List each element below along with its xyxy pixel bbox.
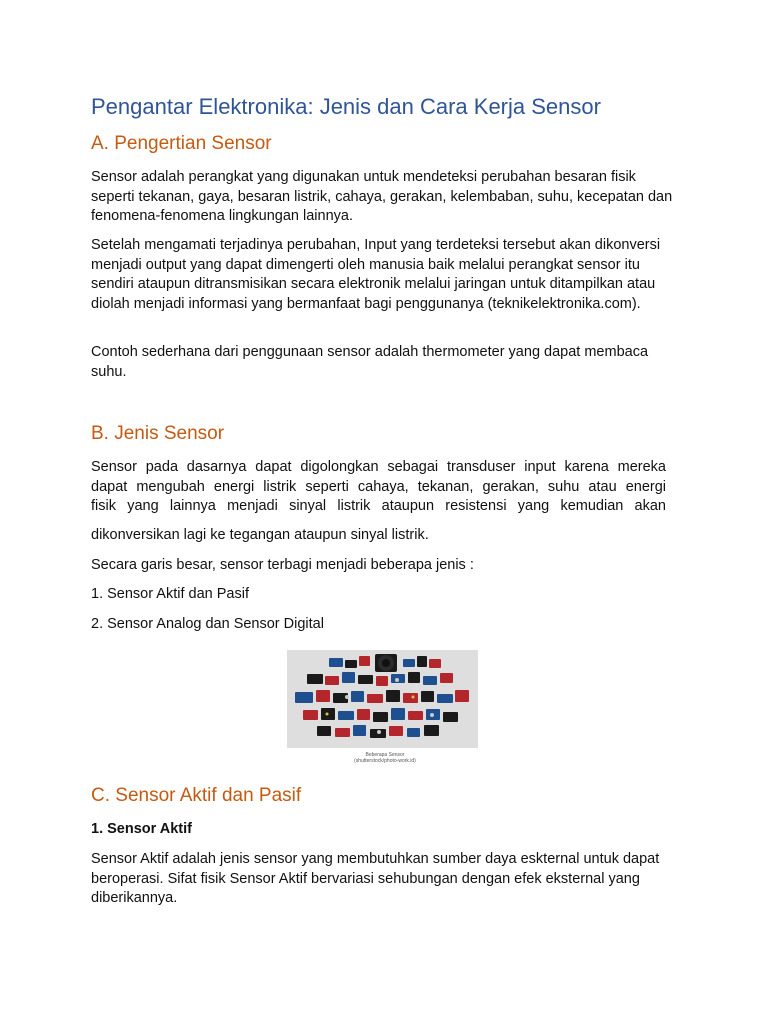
section-c-subheading: 1. Sensor Aktif — [91, 821, 192, 837]
section-b-paragraph-1-line: fisik yang lainnya menjadi sinyal listrik ataupun resistensi yang kemudian akan — [91, 498, 666, 514]
section-b-heading: B. Jenis Sensor — [91, 423, 225, 444]
section-b-paragraph-1 — [91, 458, 666, 517]
document-title: Pengantar Elektronika: Jenis dan Cara Kerja Sensor — [91, 94, 601, 119]
section-a-heading: A. Pengertian Sensor — [91, 133, 272, 154]
figure-caption-title: Beberapa Sensor — [365, 752, 405, 758]
section-a-paragraph-2: Setelah mengamati terjadinya perubahan, Input yang terdeteksi tersebut akan dikonversi menjadi output yang dapat dimengerti oleh manusia baik melalui perangkat sensor itu sendiri ataupun ditransmisikan secara elektronik melalui jaringan untuk ditampilkan atau diolah menjadi informasi yang bermanfaat bagi penggunanya (teknikelektronika.com). — [91, 237, 661, 312]
section-b-paragraph-1-line: Sensor pada dasarnya dapat digolongkan sebagai transduser input karena mereka — [91, 459, 666, 475]
section-a-paragraph-3: Contoh sederhana dari penggunaan sensor adalah thermometer yang dapat membaca suhu. — [91, 344, 649, 380]
section-c-paragraph: Sensor Aktif adalah jenis sensor yang membutuhkan sumber daya eskternal untuk dapat beroperasi. Sifat fisik Sensor Aktif bervariasi sehubungan dengan efek eksternal yang diberikannya. — [91, 851, 660, 906]
figure-caption-source: (shutterstock/photo-work.id) — [354, 758, 416, 764]
sensor-modules-image — [287, 650, 478, 748]
section-b-list-item: 2. Sensor Analog dan Sensor Digital — [91, 616, 324, 632]
section-a-paragraph-1: Sensor adalah perangkat yang digunakan untuk mendeteksi perubahan besaran fisik seperti tekanan, gaya, besaran listrik, cahaya, gerakan, kelembaban, suhu, kecepatan dan fenomena-fenomena lingkungan lainnya. — [91, 169, 673, 224]
section-b-list-item: 1. Sensor Aktif dan Pasif — [91, 586, 249, 602]
section-b-paragraph-3: Secara garis besar, sensor terbagi menjadi beberapa jenis : — [91, 557, 474, 573]
section-b-paragraph-2: dikonversikan lagi ke tegangan ataupun sinyal listrik. — [91, 527, 429, 543]
section-b-paragraph-1-line: dapat mengubah energi listrik seperti cahaya, tekanan, gerakan, suhu atau energi — [91, 478, 666, 495]
section-c-heading: C. Sensor Aktif dan Pasif — [91, 785, 302, 806]
